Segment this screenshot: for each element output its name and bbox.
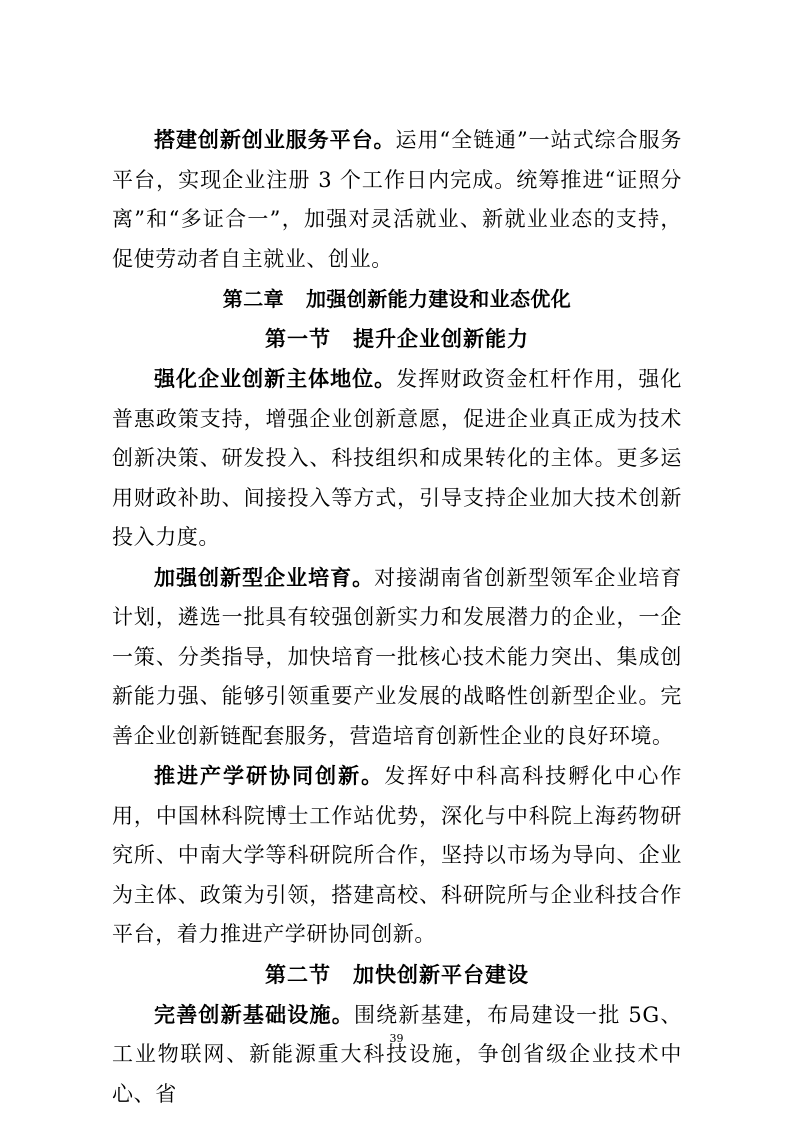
chapter-title: 加强创新能力建设和业态优化	[306, 287, 572, 311]
paragraph-body: 发挥财政资金杠杆作用，强化普惠政策支持，增强企业创新意愿，促进企业真正成为技术创新决策、研发投入、科技组织和成果转化的主体。更多运用财政补助、间接投入等方式，引导支持企业加大技术创新投入力度。	[112, 367, 682, 549]
paragraph-innovative-enterprise-cultivation	[112, 558, 682, 757]
paragraph-lead: 推进产学研协同创新。	[154, 763, 385, 788]
paragraph-lead: 搭建创新创业服务平台。	[154, 127, 396, 152]
paragraph-industry-academia-research	[112, 756, 682, 955]
paragraph-innovation-platform	[112, 120, 682, 279]
section-heading-1	[112, 319, 682, 359]
paragraph-innovation-infrastructure	[112, 995, 682, 1115]
paragraph-lead: 完善创新基础设施。	[154, 1001, 354, 1027]
section-heading-2	[112, 955, 682, 995]
section-title: 提升企业创新能力	[353, 326, 529, 351]
section-title: 加快创新平台建设	[353, 961, 529, 987]
page-content	[112, 120, 682, 1114]
paragraph-lead: 强化企业创新主体地位。	[154, 366, 397, 391]
paragraph-body: 运用“全链通”一站式综合服务平台，实现企业注册 3 个工作日内完成。统筹推进“证照分离”和“多证合一”，加强对灵活就业、新就业业态的支持，促使劳动者自主就业、创业。	[112, 128, 682, 271]
chapter-number: 第二章	[222, 287, 284, 311]
section-number: 第一节	[265, 326, 331, 351]
section-number: 第二节	[265, 961, 331, 987]
paragraph-body: 围绕新基建，布局建设一批 5G、工业物联网、新能源重大科技设施，争创省级企业技术中心、省	[112, 1002, 682, 1106]
chapter-heading	[112, 279, 682, 319]
paragraph-body: 对接湖南省创新型领军企业培育计划，遴选一批具有较强创新实力和发展潜力的企业，一企一策、分类指导，加快培育一批核心技术能力突出、集成创新能力强、能够引领重要产业发展的战略性创新型企业。完善企业创新链配套服务，营造培育创新性企业的良好环境。	[112, 565, 682, 748]
paragraph-body: 发挥好中科高科技孵化中心作用，中国林科院博士工作站优势，深化与中科院上海药物研究所、中南大学等科研院所合作，坚持以市场为导向、企业为主体、政策为引领，搭建高校、科研院所与企业科技合作平台，着力推进产学研协同创新。	[112, 764, 682, 946]
page-number: 39	[389, 1032, 404, 1045]
paragraph-lead: 加强创新型企业培育。	[154, 564, 375, 590]
paragraph-enterprise-innovation-subject	[112, 359, 682, 558]
